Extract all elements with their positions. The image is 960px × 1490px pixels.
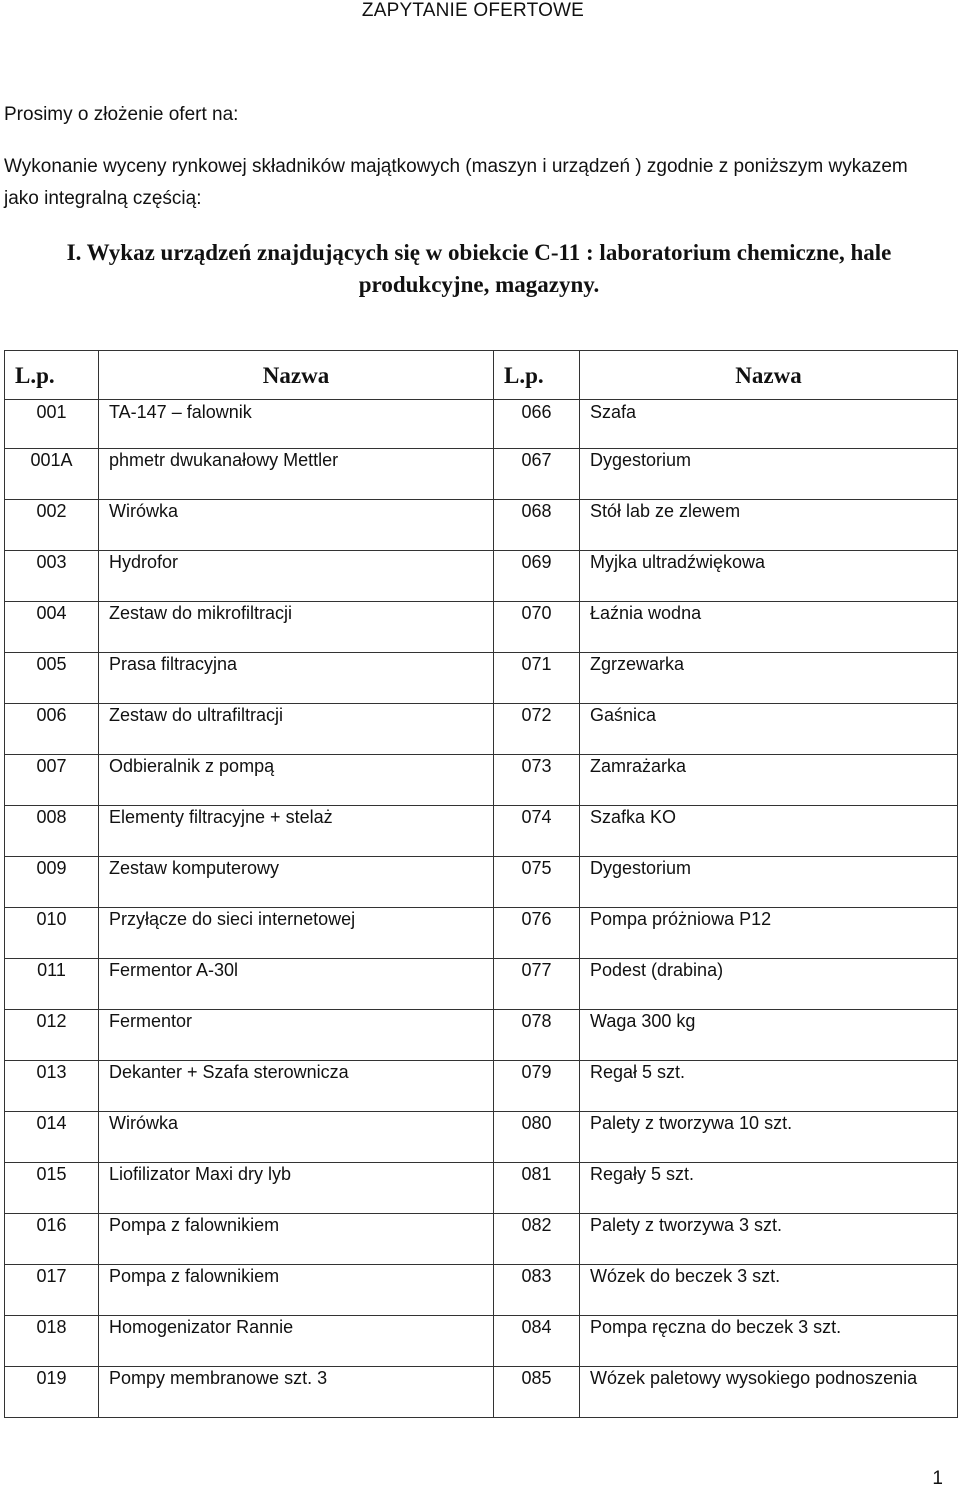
row-name-right: Palety z tworzywa 10 szt. bbox=[580, 1112, 958, 1163]
row-lp-right: 076 bbox=[494, 908, 580, 959]
row-lp-left: 012 bbox=[5, 1010, 99, 1061]
row-lp-right: 069 bbox=[494, 551, 580, 602]
table-row bbox=[5, 1214, 958, 1265]
header-lp-right: L.p. bbox=[494, 351, 580, 400]
row-name-left: Prasa filtracyjna bbox=[99, 653, 494, 704]
row-name-right: Szafka KO bbox=[580, 806, 958, 857]
row-name-right: Wózek do beczek 3 szt. bbox=[580, 1265, 958, 1316]
table-row bbox=[5, 1367, 958, 1418]
row-lp-left: 011 bbox=[5, 959, 99, 1010]
row-name-left: Zestaw do mikrofiltracji bbox=[99, 602, 494, 653]
row-name-right: Szafa bbox=[580, 400, 958, 449]
table-row bbox=[5, 806, 958, 857]
table-row bbox=[5, 1163, 958, 1214]
row-name-left: Dekanter + Szafa sterownicza bbox=[99, 1061, 494, 1112]
row-lp-left: 016 bbox=[5, 1214, 99, 1265]
page-number: 1 bbox=[932, 1468, 943, 1489]
header-lp-left: L.p. bbox=[5, 351, 99, 400]
header-name-left: Nazwa bbox=[99, 351, 494, 400]
row-lp-left: 001 bbox=[5, 400, 99, 449]
row-lp-left: 019 bbox=[5, 1367, 99, 1418]
row-name-left: Elementy filtracyjne + stelaż bbox=[99, 806, 494, 857]
table-header-row bbox=[5, 351, 958, 400]
row-lp-left: 002 bbox=[5, 500, 99, 551]
table-row bbox=[5, 602, 958, 653]
row-lp-right: 081 bbox=[494, 1163, 580, 1214]
table-row bbox=[5, 1112, 958, 1163]
row-name-left: Fermentor A-30l bbox=[99, 959, 494, 1010]
table-row bbox=[5, 959, 958, 1010]
row-lp-right: 085 bbox=[494, 1367, 580, 1418]
table-body bbox=[5, 400, 958, 1418]
row-name-right: Zgrzewarka bbox=[580, 653, 958, 704]
table-row bbox=[5, 449, 958, 500]
table-row bbox=[5, 908, 958, 959]
row-name-right: Pompa próżniowa P12 bbox=[580, 908, 958, 959]
row-name-right: Gaśnica bbox=[580, 704, 958, 755]
table-row bbox=[5, 755, 958, 806]
row-name-right: Regały 5 szt. bbox=[580, 1163, 958, 1214]
table-row bbox=[5, 653, 958, 704]
row-lp-left: 005 bbox=[5, 653, 99, 704]
row-name-right: Pompa ręczna do beczek 3 szt. bbox=[580, 1316, 958, 1367]
request-intro: Prosimy o złożenie ofert na: bbox=[4, 104, 239, 125]
row-name-left: phmetr dwukanałowy Mettler bbox=[99, 449, 494, 500]
table-row bbox=[5, 500, 958, 551]
row-lp-left: 003 bbox=[5, 551, 99, 602]
table-row bbox=[5, 400, 958, 449]
row-lp-right: 072 bbox=[494, 704, 580, 755]
row-lp-right: 074 bbox=[494, 806, 580, 857]
table-row bbox=[5, 857, 958, 908]
section-heading: I. Wykaz urządzeń znajdujących się w obiekcie C-11 : laboratorium chemiczne, hale produkcyjne, magazyny. bbox=[66, 240, 892, 297]
row-name-left: Zestaw do ultrafiltracji bbox=[99, 704, 494, 755]
row-name-right: Stół lab ze zlewem bbox=[580, 500, 958, 551]
request-description: Wykonanie wyceny rynkowej składników majątkowych (maszyn i urządzeń ) zgodnie z poniższym wykazem jako integralną częścią: bbox=[4, 156, 908, 209]
header-name-right: Nazwa bbox=[580, 351, 958, 400]
row-lp-left: 017 bbox=[5, 1265, 99, 1316]
row-lp-left: 015 bbox=[5, 1163, 99, 1214]
row-lp-left: 007 bbox=[5, 755, 99, 806]
row-name-right: Regał 5 szt. bbox=[580, 1061, 958, 1112]
row-lp-left: 008 bbox=[5, 806, 99, 857]
row-lp-right: 079 bbox=[494, 1061, 580, 1112]
row-name-right: Dygestorium bbox=[580, 857, 958, 908]
row-lp-right: 075 bbox=[494, 857, 580, 908]
row-lp-right: 080 bbox=[494, 1112, 580, 1163]
row-lp-right: 067 bbox=[494, 449, 580, 500]
row-name-right: Wózek paletowy wysokiego podnoszenia bbox=[580, 1367, 958, 1418]
row-lp-left: 001A bbox=[5, 449, 99, 500]
row-name-left: Przyłącze do sieci internetowej bbox=[99, 908, 494, 959]
table-row bbox=[5, 1010, 958, 1061]
row-name-left: Pompa z falownikiem bbox=[99, 1265, 494, 1316]
table-row bbox=[5, 1265, 958, 1316]
row-name-right: Waga 300 kg bbox=[580, 1010, 958, 1061]
row-name-left: Homogenizator Rannie bbox=[99, 1316, 494, 1367]
row-lp-right: 082 bbox=[494, 1214, 580, 1265]
row-name-right: Dygestorium bbox=[580, 449, 958, 500]
row-name-right: Zamrażarka bbox=[580, 755, 958, 806]
row-name-left: Pompa z falownikiem bbox=[99, 1214, 494, 1265]
row-name-left: Pompy membranowe szt. 3 bbox=[99, 1367, 494, 1418]
row-name-left: Fermentor bbox=[99, 1010, 494, 1061]
table-row bbox=[5, 551, 958, 602]
equipment-table bbox=[4, 350, 958, 1418]
row-name-right: Podest (drabina) bbox=[580, 959, 958, 1010]
document-title: ZAPYTANIE OFERTOWE bbox=[361, 0, 585, 21]
row-lp-left: 010 bbox=[5, 908, 99, 959]
row-name-left: Liofilizator Maxi dry lyb bbox=[99, 1163, 494, 1214]
row-lp-right: 077 bbox=[494, 959, 580, 1010]
row-name-left: Wirówka bbox=[99, 1112, 494, 1163]
row-name-left: Odbieralnik z pompą bbox=[99, 755, 494, 806]
row-lp-right: 078 bbox=[494, 1010, 580, 1061]
row-lp-left: 013 bbox=[5, 1061, 99, 1112]
table-row bbox=[5, 1061, 958, 1112]
row-lp-right: 070 bbox=[494, 602, 580, 653]
row-name-left: Zestaw komputerowy bbox=[99, 857, 494, 908]
row-lp-right: 084 bbox=[494, 1316, 580, 1367]
table-row bbox=[5, 1316, 958, 1367]
row-name-right: Łaźnia wodna bbox=[580, 602, 958, 653]
row-lp-right: 073 bbox=[494, 755, 580, 806]
row-lp-right: 066 bbox=[494, 400, 580, 449]
row-lp-left: 018 bbox=[5, 1316, 99, 1367]
row-name-left: TA-147 – falownik bbox=[99, 400, 494, 449]
row-lp-left: 009 bbox=[5, 857, 99, 908]
row-lp-right: 083 bbox=[494, 1265, 580, 1316]
table-row bbox=[5, 704, 958, 755]
row-name-left: Wirówka bbox=[99, 500, 494, 551]
row-lp-left: 006 bbox=[5, 704, 99, 755]
row-name-left: Hydrofor bbox=[99, 551, 494, 602]
row-lp-right: 068 bbox=[494, 500, 580, 551]
row-lp-right: 071 bbox=[494, 653, 580, 704]
row-name-right: Palety z tworzywa 3 szt. bbox=[580, 1214, 958, 1265]
row-lp-left: 014 bbox=[5, 1112, 99, 1163]
row-lp-left: 004 bbox=[5, 602, 99, 653]
row-name-right: Myjka ultradźwiękowa bbox=[580, 551, 958, 602]
